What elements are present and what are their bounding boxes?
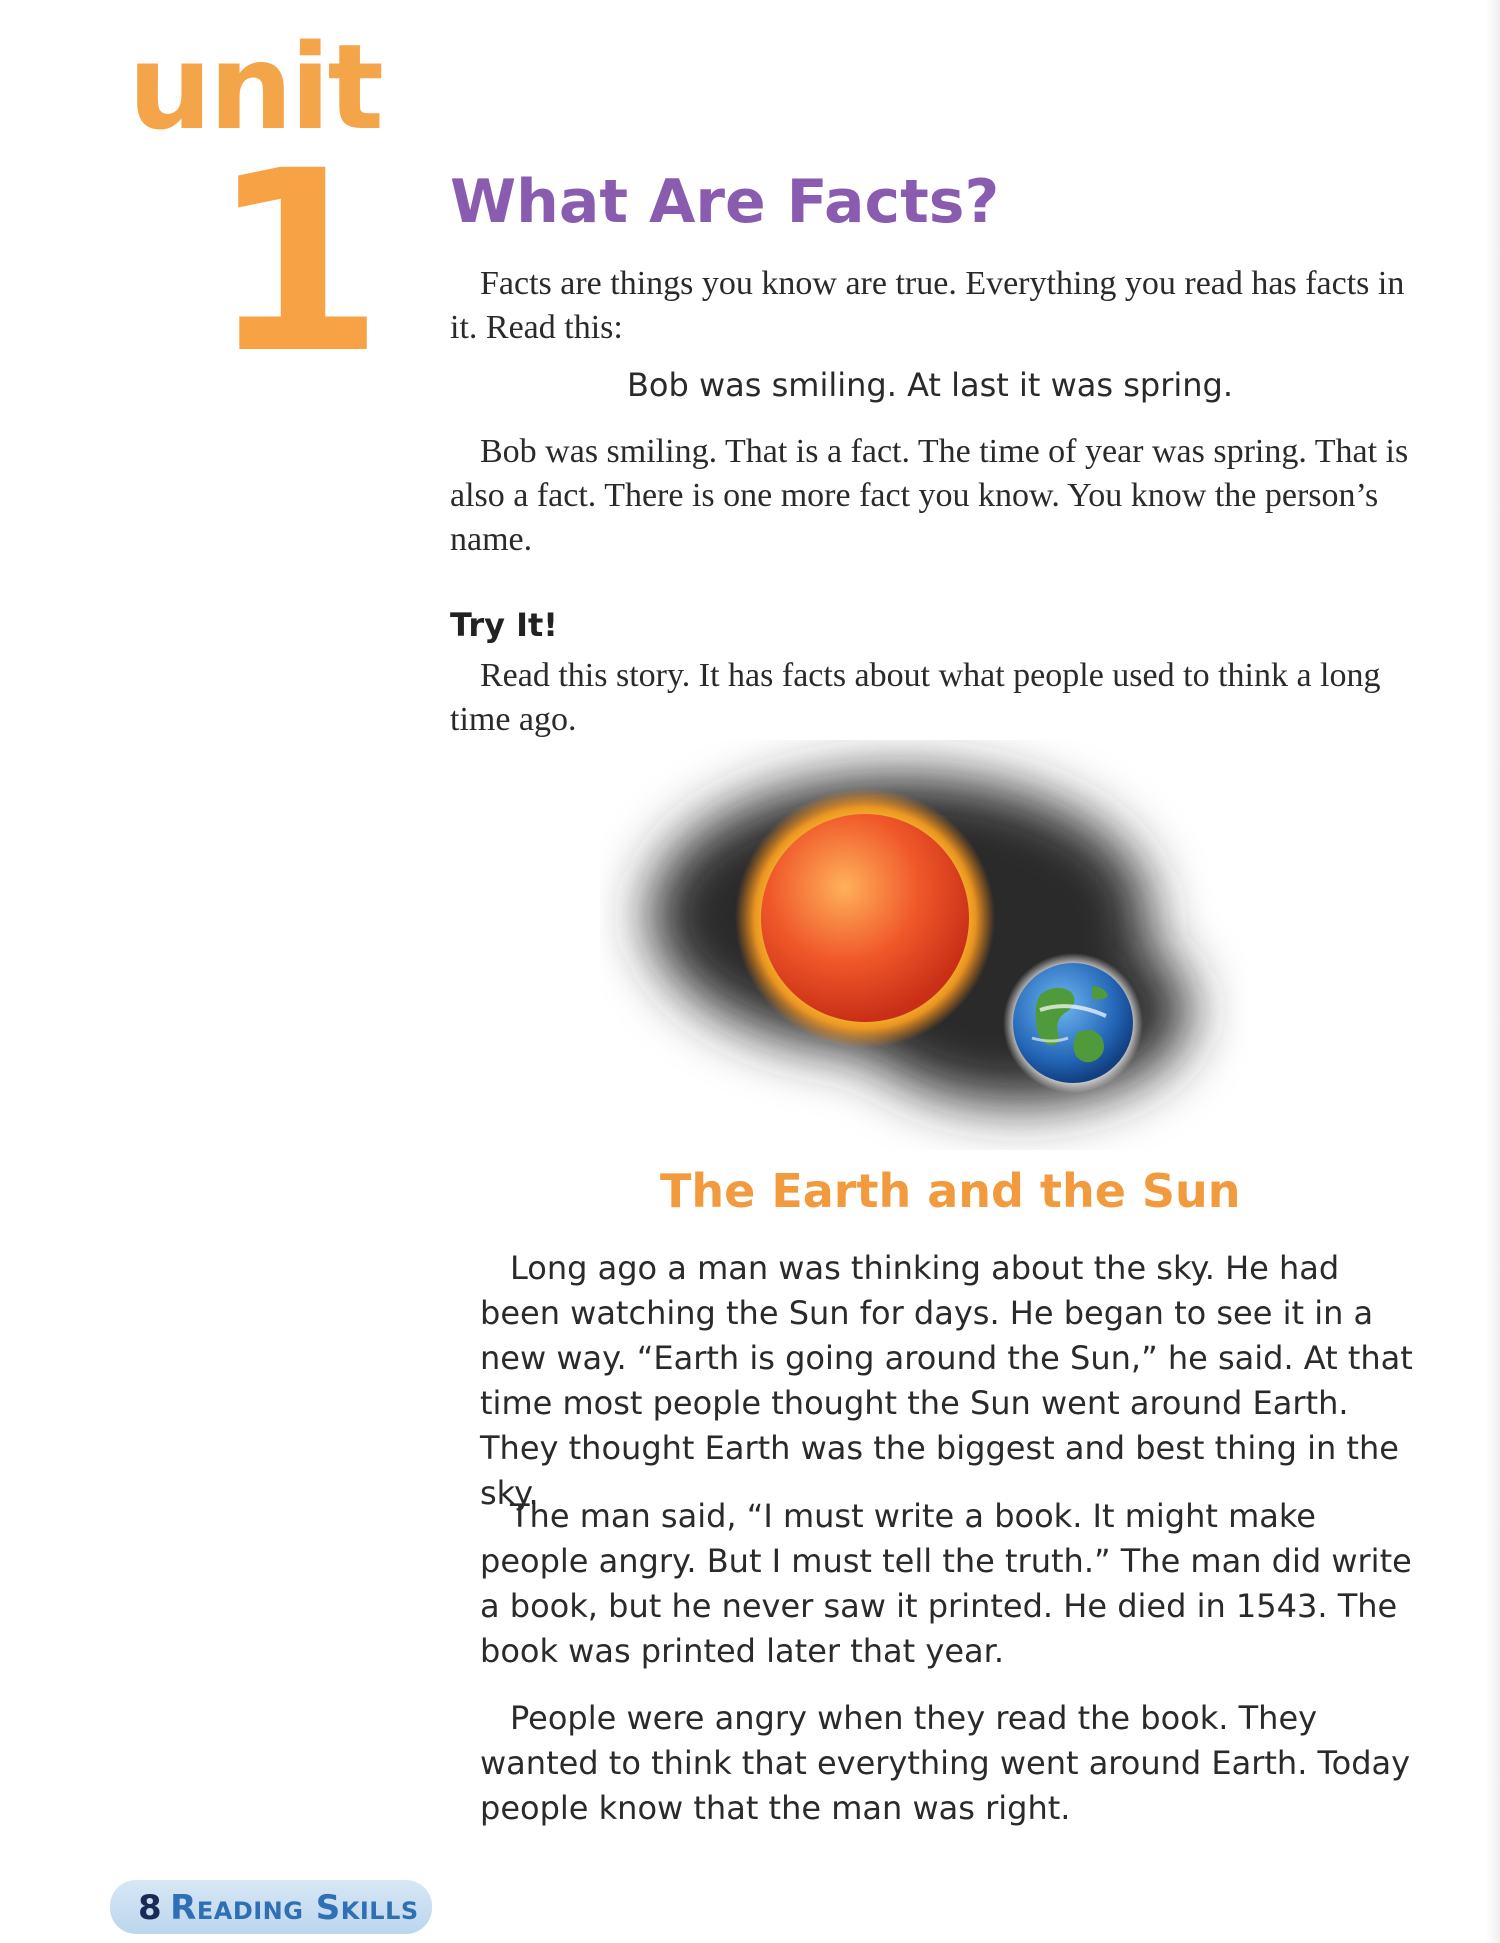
intro-paragraph: Facts are things you know are true. Everything you read has facts in it. Read this:: [450, 265, 1405, 346]
story-paragraph: People were angry when they read the book. They wanted to think that everything went around Earth. Today people know that the man was right.: [480, 1699, 1411, 1827]
unit-label: unit: [128, 18, 381, 156]
page-footer: [138, 1888, 419, 1928]
page-number: 8: [138, 1888, 163, 1928]
unit-number: 1: [210, 117, 384, 408]
book-title: Reading Skills: [170, 1888, 419, 1928]
page-title: What Are Facts?: [450, 167, 1000, 237]
example-sentence: Bob was smiling. At last it was spring.: [626, 366, 1234, 404]
try-it-paragraph: Read this story. It has facts about what people used to think a long time ago.: [450, 657, 1381, 738]
page-edge: [1486, 0, 1500, 1943]
sun-icon: [735, 788, 995, 1048]
sun-earth-image: [600, 740, 1250, 1150]
try-it-heading: Try It!: [450, 606, 558, 644]
story-title: The Earth and the Sun: [660, 1164, 1241, 1218]
explanation-paragraph: Bob was smiling. That is a fact. The time of year was spring. That is also a fact. There is one more fact you know. You know the person’s name.: [450, 433, 1409, 558]
story-paragraph: Long ago a man was thinking about the sky. He had been watching the Sun for days. He began to see it in a new way. “Earth is going around the Sun,” he said. At that time most people thought the Sun went around Earth. They thought Earth was the biggest and best thing in the sky.: [480, 1249, 1413, 1512]
earth-icon: [1003, 953, 1143, 1093]
sun-earth-illustration: [600, 740, 1250, 1150]
story-paragraph: The man said, “I must write a book. It might make people angry. But I must tell the truth.” The man did write a book, but he never saw it printed. He died in 1543. The book was printed later that year.: [480, 1497, 1412, 1670]
